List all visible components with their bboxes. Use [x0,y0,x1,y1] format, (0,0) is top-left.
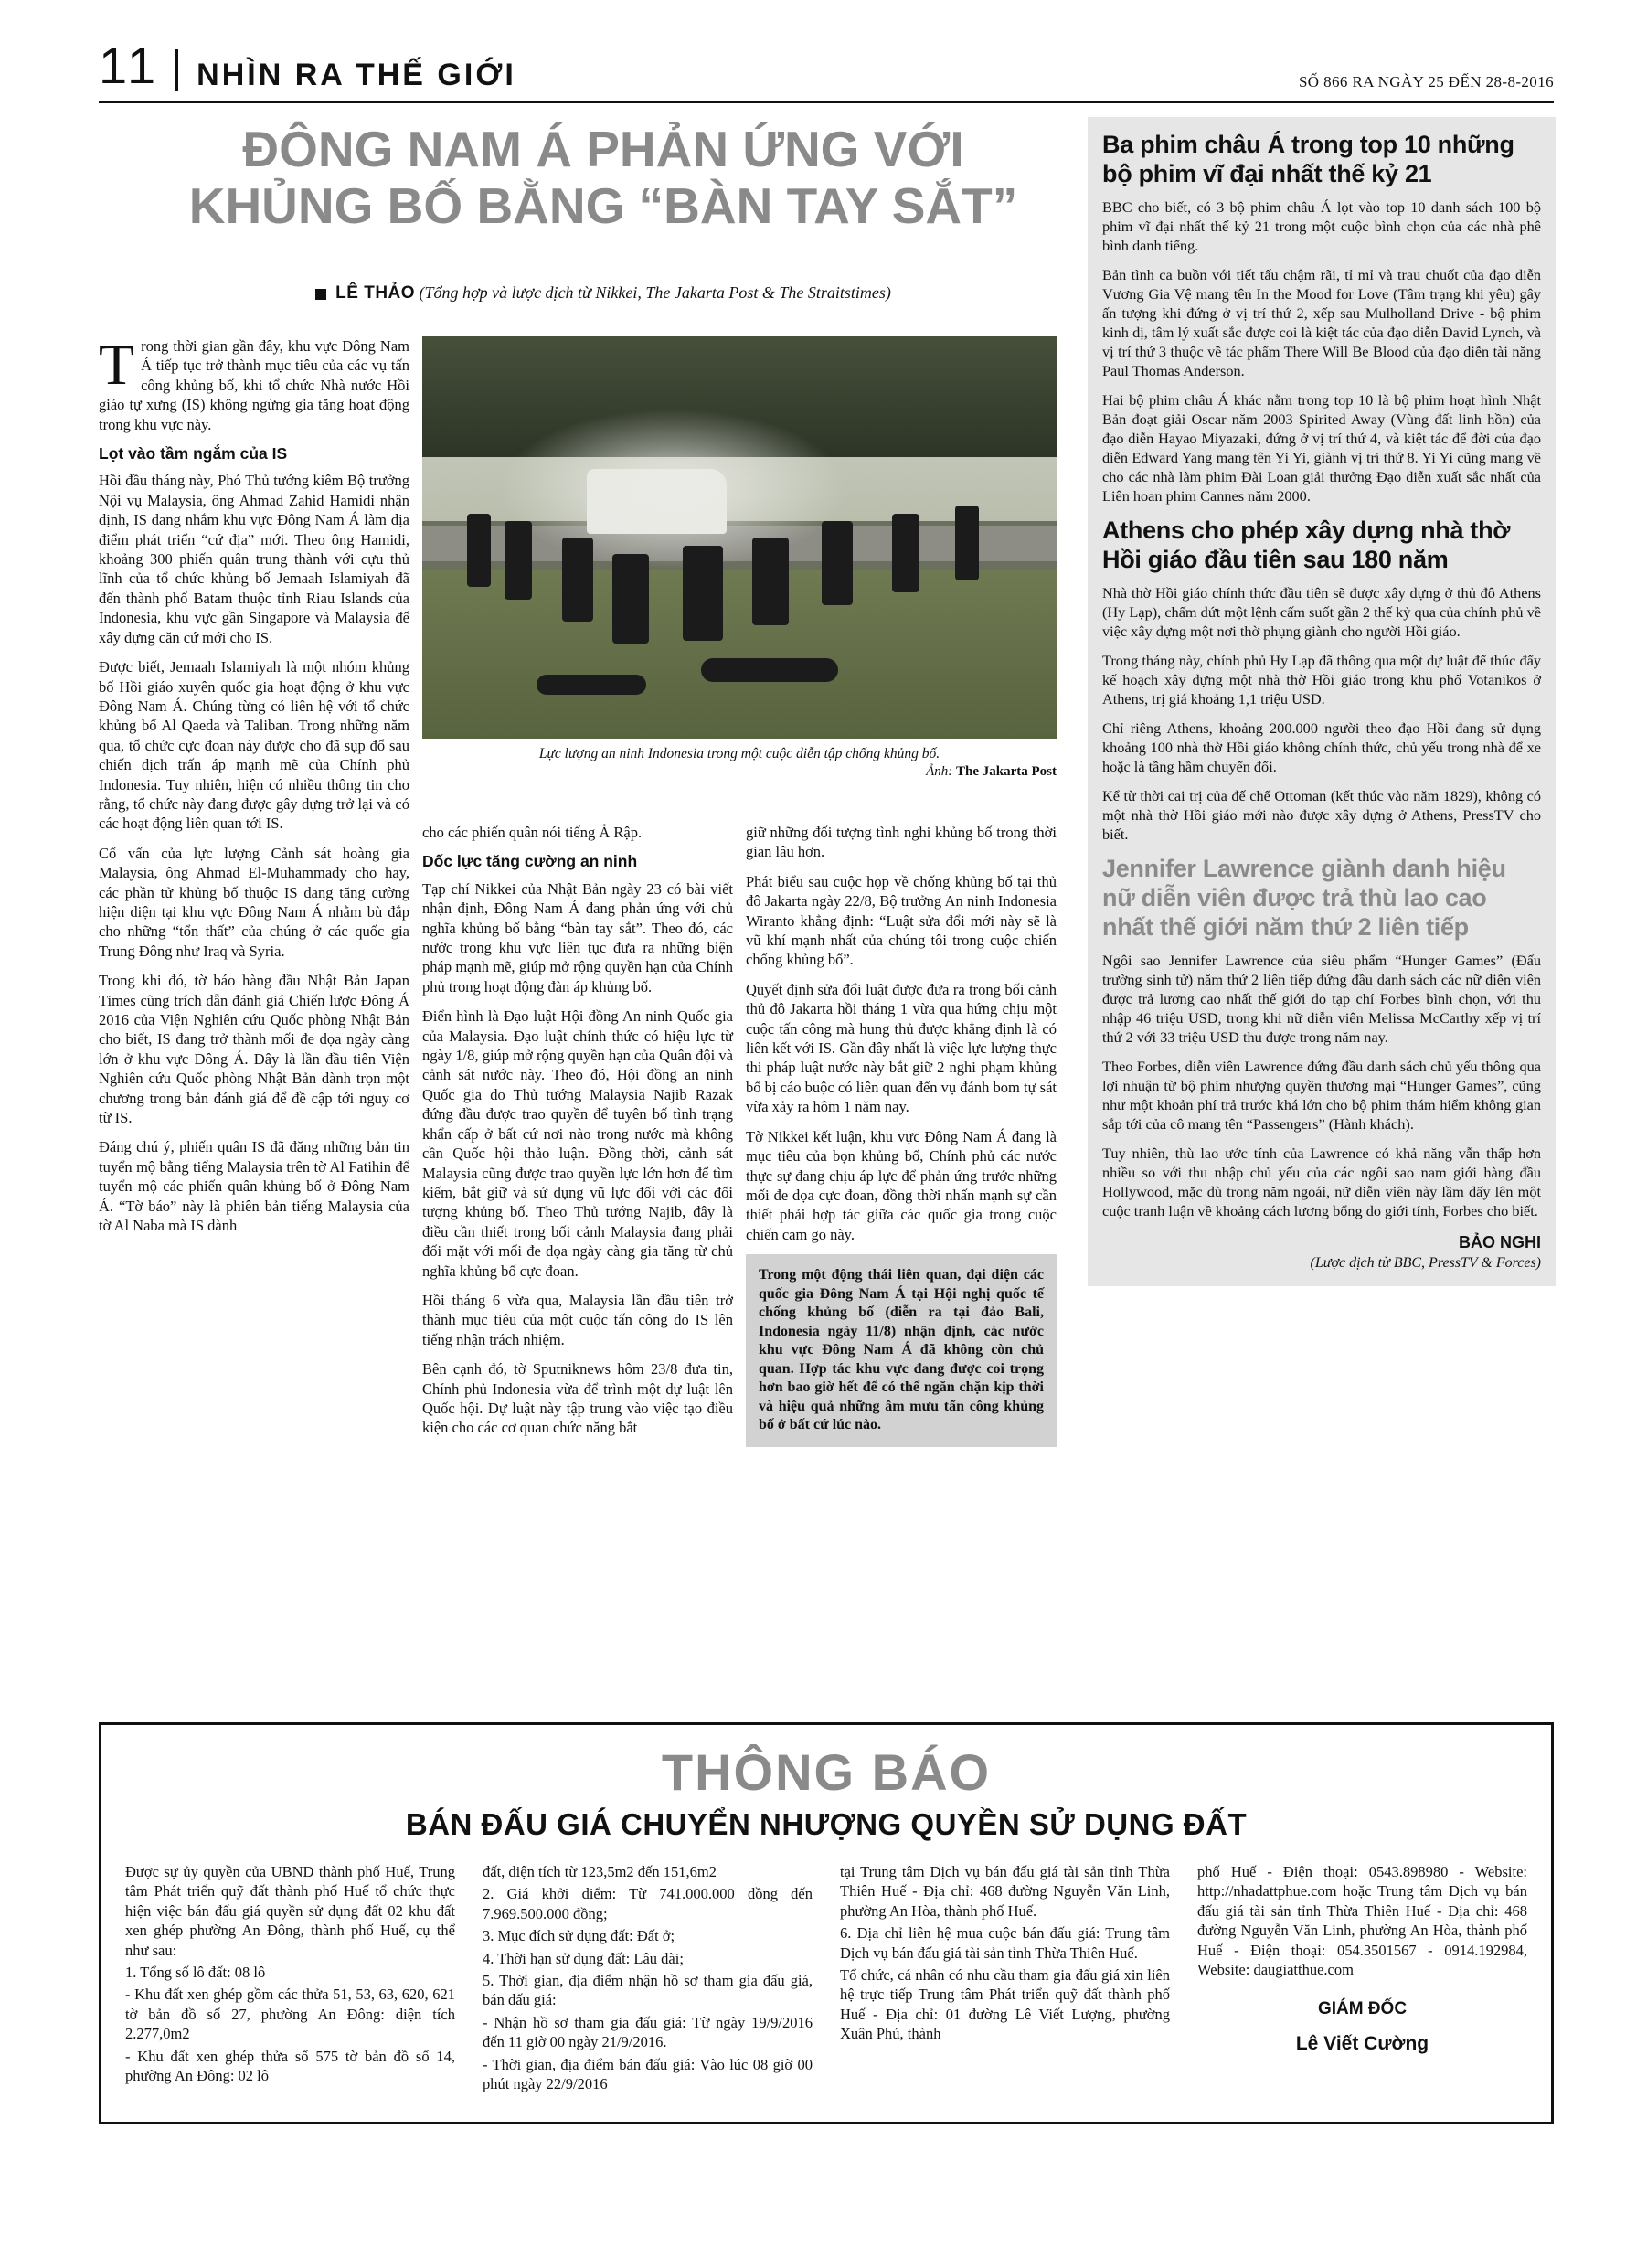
photo-credit-source: The Jakarta Post [956,764,1057,779]
announcement-paragraph: 4. Thời hạn sử dụng đất: Lâu dài; [483,1949,684,1967]
sidebar-stories [1088,117,1556,1286]
announcement-title: THÔNG BÁO [661,1743,992,1801]
announcement-box [99,1722,1554,2124]
sidebar-signature-note: (Lược dịch từ BBC, PressTV & Forces) [1310,1255,1541,1271]
article-paragraph: Trong thời gian gần đây, khu vực Đông Nam Á tiếp tục trở thành mục tiêu của các vụ tấn công khủng bố, khi tổ chức Nhà nước Hồi giáo tự xưng (IS) không ngừng gia tăng hoạt động trong khu vực này. [99,332,409,433]
issue-info: SỐ 866 RA NGÀY 25 ĐẾN 28-8-2016 [1298,73,1554,91]
director-name: Lê Viết Cường [1295,2032,1429,2054]
photo-caption: Lực lượng an ninh Indonesia trong một cuộc diễn tập chống khủng bố. [538,746,940,761]
announcement-paragraph: 6. Địa chỉ liên hệ mua cuộc bán đấu giá: Trung tâm Dịch vụ bán đấu giá tài sản tỉnh Thừa Thiên Huế. [840,1924,1170,1962]
article-paragraph: cho các phiến quân nói tiếng Ả Rập. [422,824,643,841]
sidebar-paragraph: BBC cho biết, có 3 bộ phim châu Á lọt vào top 10 danh sách 100 bộ phim vĩ đại nhất thế kỷ 21 trong một cuộc bình chọn của các nhà phê bình danh tiếng. [1102,198,1541,254]
article-paragraph: Trong khi đó, tờ báo hàng đầu Nhật Bản Japan Times cũng trích dẫn đánh giá Chiến lược Đông Á 2016 của Viện Nghiên cứu Quốc phòng Nhật Bản cho biết, IS đang trở thành mối đe dọa ngày càng lớn ở khu vực Đông Á. Đây là lần đầu tiên Viện Nghiên cứu Quốc phòng Nhật Bản dành trọn một chương trong bản đánh giá để đề cập tới nguy cơ từ IS. [99,972,409,1127]
announcement-paragraph: - Thời gian, địa điểm bán đấu giá: Vào lúc 08 giờ 00 phút ngày 22/9/2016 [483,2055,813,2093]
article-headline [137,121,1069,234]
headline-line-1: ĐÔNG NAM Á PHẢN ỨNG VỚI [242,121,964,177]
byline-author: LÊ THẢO [335,283,416,303]
article-paragraph: Phát biểu sau cuộc họp về chống khủng bố tại thủ đô Jakarta ngày 22/8, Bộ trưởng An ninh Indonesia Wiranto khẳng định: “Luật sửa đổi mới này sẽ là vũ khí mạnh nhất của chúng tôi trong cuộc chiến chống khủng bố”. [746,872,1057,969]
sidebar-story-2-title: Athens cho phép xây dựng nhà thờ Hồi giáo đầu tiên sau 180 năm [1102,516,1511,573]
sidebar-paragraph: Bản tình ca buồn với tiết tấu chậm rãi, tỉ mỉ và trau chuốt của đạo diễn Vương Gia Vệ mang tên In the Mood for Love (Tâm trạng khi yêu) gây ấn tượng khi đứng ở vị trí thứ 2, xếp sau Mulholland Drive - bộ phim kinh dị, tâm lý xuất sắc được coi là kiệt tác của đạo diễn David Lynch, và vị trí thứ 3 thuộc về tác phẩm There Will Be Blood của đạo diễn tài năng Paul Thomas Anderson. [1102,266,1541,379]
photo-figure [955,506,979,580]
headline-line-2: KHỦNG BỐ BẰNG “BÀN TAY SẮT” [188,177,1018,234]
sidebar-paragraph: Ngôi sao Jennifer Lawrence của siêu phẩm “Hunger Games” (Đấu trường sinh tử) năm thứ 2 liên tiếp đứng đầu danh sách các nữ diễn viên được trả lương cao nhất thế giới do tạp chí Forbes bình chọn, với thu nhập 46 triệu USD, trong khi nữ diễn viên Melissa McCarthy xếp vị trí thứ 2 với 33 triệu USD thu được trong năm nay. [1102,952,1541,1046]
article-column-1 [99,332,409,1245]
photo-figure [822,521,853,605]
announcement-paragraph: đất, diện tích từ 123,5m2 đến 151,6m2 [483,1863,717,1880]
article-subhead-1: Lọt vào tầm ngắm của IS [99,444,288,463]
page-number: 11 [99,37,160,94]
announcement-paragraph: - Khu đất xen ghép gồm các thửa 51, 53, 63, 620, 621 tờ bản đồ số 27, phường An Đông: diện tích 2.277,0m2 [125,1986,455,2043]
article-paragraph: Được biết, Jemaah Islamiyah là một nhóm khủng bố Hồi giáo xuyên quốc gia hoạt động ở khu vực Đông Nam Á. Chúng từng có liên hệ với tổ chức khủng bố Al Qaeda và Taliban. Trong những năm qua, tổ chức cực đoan này được cho đã sụp đổ sau chiến dịch trấn áp mạnh mẽ của Chính phủ Indonesia. Tuy nhiên, hiện có nhiều thông tin cho rằng, tổ chức này đang được gây dựng trở lại và có các hoạt động liên quan tới IS. [99,658,409,833]
sidebar-story-1-title: Ba phim châu Á trong top 10 những bộ phim vĩ đại nhất thế kỷ 21 [1102,131,1514,187]
announcement-paragraph: tại Trung tâm Dịch vụ bán đấu giá tài sản tỉnh Thừa Thiên Huế - Địa chỉ: 468 đường Nguyễn Văn Linh, phường An Hòa, thành phố Huế. [840,1863,1170,1920]
article-paragraph: Hồi đầu tháng này, Phó Thủ tướng kiêm Bộ trưởng Nội vụ Malaysia, ông Ahmad Zahid Hamidi nhận định, IS đang nhắm khu vực Đông Nam Á làm địa điểm phát triển “cứ địa” mới. Theo ông Hamidi, khoảng 300 phiến quân trung thành với cựu thủ lĩnh của tổ chức khủng bố Jemaah Islamiyah đã đến thành phố Batam thuộc tỉnh Riau Islands của Indonesia, khu vực gần Singapore và Malaysia để xây dựng căn cứ mới cho IS. [99,472,409,646]
byline-note: (Tổng hợp và lược dịch từ Nikkei, The Jakarta Post & The Straitstimes) [419,283,891,302]
sidebar-paragraph: Nhà thờ Hồi giáo chính thức đầu tiên sẽ được xây dựng ở thủ đô Athens (Hy Lạp), chấm dứt một lệnh cấm suốt gần 2 thế kỷ qua của chính phủ về việc xây dựng một nơi thờ phụng giành cho người Hồi giáo. [1102,584,1541,640]
director-title: GIÁM ĐỐC [1317,1999,1408,2019]
photo-figure [752,538,789,625]
article-paragraph: Cố vấn của lực lượng Cảnh sát hoàng gia Malaysia, ông Ahmad El-Muhammady cho hay, các phần tử khủng bố thuộc IS đang tăng cường hiện diện tại khu vực Đông Nam Á nhằm bù đắp cho những “tổn thất” của chúng ở các quốc gia Trung Đông như Iraq và Syria. [99,844,409,960]
article-paragraph: giữ những đối tượng tình nghi khủng bố trong thời gian lâu hơn. [746,824,1057,861]
photo-figure [505,521,532,600]
announcement-paragraph: phố Huế - Điện thoại: 0543.898980 - Website: http://nhadattphue.com hoặc Trung tâm Dịch vụ bán đấu giá tài sản tỉnh Thừa Thiên Huế - Địa chỉ: 468 đường Nguyễn Văn Linh, phường An Hòa, thành phố Huế - Điện thoại: 054.3501567 - 0914.192984, Website: daugiatthue.com [1197,1863,1527,1979]
sidebar-signature-name: BẢO NGHI [1459,1233,1541,1251]
photo-security-drill [422,336,1057,739]
article-subhead-2: Dốc lực tăng cường an ninh [422,852,638,871]
sidebar-signature [1102,1233,1541,1272]
photo-figure [562,538,593,622]
article-column-3 [746,823,1057,1447]
announcement-paragraph: Tổ chức, cá nhân có nhu cầu tham gia đấu giá xin liên hệ trực tiếp Trung tâm Phát triển quỹ đất thành phố Huế - Địa chỉ: 01 đường Lê Viết Lượng, phường Xuân Phú, thành [840,1966,1170,2043]
article-paragraph: Tờ Nikkei kết luận, khu vực Đông Nam Á đang là mục tiêu của bọn khủng bố, Chính phủ các nước thực sự đang chịu áp lực để phản ứng trước những mối đe dọa cực đoan, đồng thời nhấn mạnh sự cần thiết phải hợp tác giữa các quốc gia trong cuộc chiến cam go này. [746,1127,1057,1243]
photo-figure-prone [537,675,646,695]
announcement-column-3 [840,1862,1170,2096]
announcement-column-1 [125,1862,455,2096]
photo-figure-prone [701,658,838,682]
masthead-divider [175,49,178,91]
article-paragraph: Quyết định sửa đổi luật được đưa ra trong bối cảnh thủ đô Jakarta hồi tháng 1 vừa qua hứng chịu một cuộc tấn công mà hung thủ được khẳng định là có liên kết với IS. Gần đây nhất là việc lực lượng thực thi pháp luật nước này bắt giữ 2 nghi phạm khủng bố bị cáo buộc có liên quan đến vụ đánh bom tự sát vừa xảy ra hôm 1 năm nay. [746,980,1057,1116]
sidebar-paragraph: Trong tháng này, chính phủ Hy Lạp đã thông qua một dự luật để thúc đẩy kế hoạch xây dựng một nhà thờ Hồi giáo trong khu phố Votanikos ở Athens, trị giá khoảng 1,1 triệu USD. [1102,652,1541,708]
article-paragraph: Bên cạnh đó, tờ Sputniknews hôm 23/8 đưa tin, Chính phủ Indonesia vừa để trình một dự luật lên Quốc hội. Dự luật này tập trung vào việc tạo điều kiện cho các cơ quan chức năng bắt [422,1360,733,1437]
photo-credit [422,764,1057,780]
announcement-paragraph: 5. Thời gian, địa điểm nhận hồ sơ tham gia đấu giá, bán đấu giá: [483,1972,813,2009]
sidebar-paragraph: Kể từ thời cai trị của đế chế Ottoman (kết thúc vào năm 1829), không có một nhà thờ Hồi giáo mới nào được xây dựng ở Athens, PressTV cho biết. [1102,787,1541,843]
photo-figure [612,554,649,644]
article-paragraph: Đáng chú ý, phiến quân IS đã đăng những bản tin tuyển mộ bằng tiếng Malaysia trên tờ Al Fatihin để tuyển mộ các phiến quân khủng bố ở Đông Nam Á. “Tờ báo” này là phiên bản tiếng Malaysia của tờ Al Naba mà IS dành [99,1138,409,1235]
article-paragraph: Tạp chí Nikkei của Nhật Bản ngày 23 có bài viết nhận định, Đông Nam Á đang phản ứng với chủ nghĩa khủng bố bằng “bàn tay sắt”. Theo đó, các nước trong khu vực liên tục đưa ra những biện pháp mạnh mẽ, giúp mở rộng quyền hạn của Chính phủ trong hoạt động đàn áp khủng bố. [422,879,733,996]
photo-credit-label: Ảnh: [926,764,953,779]
article-paragraph: Hồi tháng 6 vừa qua, Malaysia lần đầu tiên trở thành mục tiêu của một cuộc tấn công do IS lên tiếng nhận trách nhiệm. [422,1291,733,1348]
announcement-column-4 [1197,1862,1527,2096]
article-inset-box: Trong một động thái liên quan, đại diện các quốc gia Đông Nam Á tại Hội nghị quốc tế chống khủng bố (diễn ra tại đảo Bali, Indonesia ngày 11/8) nhận định, các nước khu vực Đông Nam Á đã không còn chủ quan. Hợp tác khu vực đang được coi trọng hơn bao giờ hết để có thể ngăn chặn kịp thời và hiệu quả những âm mưu tấn công khủng bố ở bất cứ lúc nào. [746,1254,1057,1447]
sidebar-paragraph: Chỉ riêng Athens, khoảng 200.000 người theo đạo Hồi đang sử dụng khoảng 100 nhà thờ Hồi giáo không chính thức, chủ yếu trong nhà để xe hoặc là tầng hầm chuyển đổi. [1102,719,1541,775]
photo-figure [892,514,919,592]
article-photo-block [422,336,1057,780]
sidebar-paragraph: Theo Forbes, diễn viên Lawrence đứng đầu danh sách chủ yếu thông qua lợi nhuận từ bộ phim nhượng quyền thương mại “Hunger Games”, cũng như một khoản phí trả trước khá lớn cho bộ phim thám hiểm không gian sắp tới của cô mang tên “Passengers” (Hành khách). [1102,1058,1541,1133]
photo-figure [467,514,491,587]
announcement-paragraph: 3. Mục đích sử dụng đất: Đất ở; [483,1927,675,1945]
sidebar-paragraph: Tuy nhiên, thù lao ước tính của Lawrence có khả năng vẫn thấp hơn nhiều so với thu nhập chủ yếu của các ngôi sao nam giới hàng đầu Hollywood, mặc dù trong năm ngoái, nữ diễn viên này lầm dấy lên một cuộc tranh luận về khoảng cách lương bổng do giới tính, Forbes cho biết. [1102,1145,1541,1219]
announcement-paragraph: 1. Tổng số lô đất: 08 lô [125,1964,266,1982]
section-title: NHÌN RA THẾ GIỚI [197,58,516,92]
announcement-paragraph: - Nhận hồ sơ tham gia đấu giá: Từ ngày 19/9/2016 đến 11 giờ 00 ngày 21/9/2016. [483,2013,813,2051]
sidebar-paragraph: Hai bộ phim châu Á khác nằm trong top 10 là bộ phim hoạt hình Nhật Bản đoạt giải Oscar năm 2003 Spirited Away (Vùng đất linh hồn) của đạo diễn Hayao Miyazaki, đứng ở vị trí thứ 4, và kiệt tác để đời của đạo diễn Edward Yang mang tên Yi Yi, giành vị trí thứ 8. Yi Yi cũng mang về cho các nhà làm phim Đài Loan giải thưởng Đạo diễn xuất sắc nhất của Liên hoan phim Cannes năm 2000. [1102,391,1541,505]
announcement-paragraph: 2. Giá khởi điểm: Từ 741.000.000 đồng đến 7.969.500.000 đồng; [483,1885,813,1922]
announcement-columns [125,1862,1527,2096]
photo-figure [683,546,723,641]
announcement-subtitle: BÁN ĐẤU GIÁ CHUYỂN NHƯỢNG QUYỀN SỬ DỤNG ĐẤT [405,1807,1248,1841]
announcement-paragraph: Được sự ủy quyền của UBND thành phố Huế, Trung tâm Phát triển quỹ đất thành phố Huế tổ chức thực hiện việc bán đấu giá quyền sử dụng đất 02 khu đất xen ghép phường An Đông, thành phố Huế, cụ thể như sau: [125,1863,455,1959]
announcement-paragraph: - Khu đất xen ghép thửa số 575 tờ bản đồ số 14, phường An Đông: 02 lô [125,2047,455,2085]
announcement-column-2 [483,1862,813,2096]
sidebar-story-3-title: Jennifer Lawrence giành danh hiệu nữ diễn viên được trả thù lao cao nhất thế giới năm thứ 2 liên tiếp [1102,855,1506,941]
photo-smoke [498,409,847,570]
masthead [99,37,1554,103]
article-column-2 [422,823,733,1448]
article-paragraph: Điển hình là Đạo luật Hội đồng An ninh Quốc gia của Malaysia. Đạo luật chính thức có hiệu lực từ ngày 1/8, giúp mở rộng quyền hạn của Quân đội và cảnh sát nước này. Theo đó, Hội đồng an ninh Quốc gia do Thủ tướng Malaysia Najib Razak đứng đầu được trao quyền để tuyên bố tình trạng khẩn cấp ở bất cứ nơi nào trong nước mà không cần Quốc hội thảo luận. Đồng thời, cảnh sát Malaysia cũng được trao quyền lực lớn hơn để tìm kiếm, bắt giữ và sử dụng vũ lực đối với các đối tượng khủng bố. Theo Thủ tướng Najib, đây là điều cần thiết trong bối cảnh Malaysia đang phải đối mặt với mối đe dọa ngày càng gia tăng từ chủ nghĩa khủng bố cực đoan. [422,1007,733,1280]
bullet-square-icon [315,289,326,300]
byline [137,283,1069,303]
